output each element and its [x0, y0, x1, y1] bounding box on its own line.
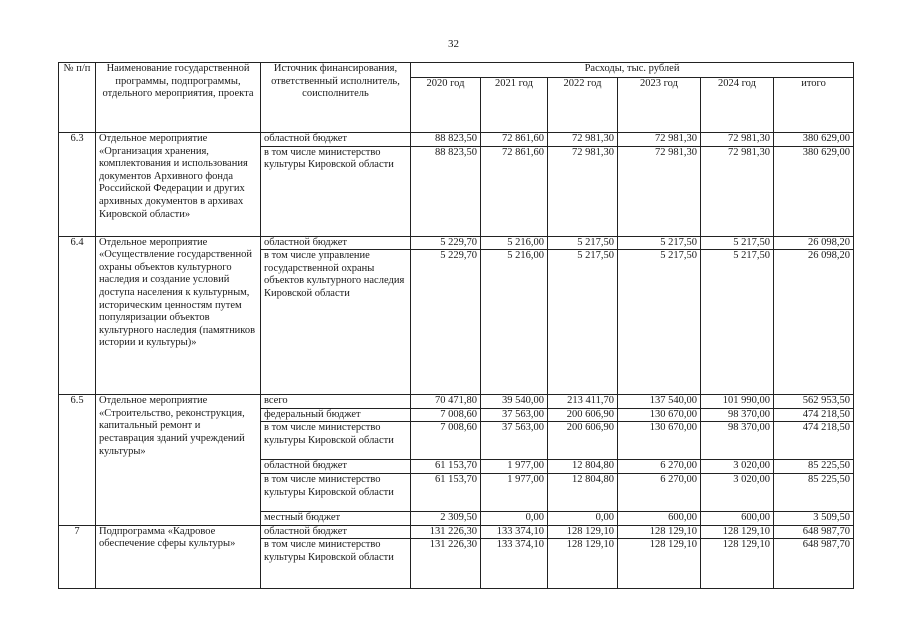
year-value: 72 981,30 [548, 146, 618, 236]
year-value: 200 606,90 [548, 408, 618, 422]
header-total: итого [774, 78, 854, 133]
total-value: 3 509,50 [774, 511, 854, 525]
year-value: 128 129,10 [548, 525, 618, 539]
year-value: 98 370,00 [701, 408, 774, 422]
funding-source: областной бюджет [261, 133, 411, 147]
funding-source: всего [261, 395, 411, 409]
year-value: 37 563,00 [481, 422, 548, 460]
year-value: 128 129,10 [701, 539, 774, 589]
year-value: 88 823,50 [411, 146, 481, 236]
year-value: 72 981,30 [548, 133, 618, 147]
year-value: 6 270,00 [618, 460, 701, 474]
total-value: 474 218,50 [774, 408, 854, 422]
year-value: 72 981,30 [618, 146, 701, 236]
year-value: 5 217,50 [618, 236, 701, 250]
year-value: 101 990,00 [701, 395, 774, 409]
year-value: 5 217,50 [548, 250, 618, 395]
row-title: Отдельное мероприятие «Организация хранения, комплектования и использования документов Архивного фонда Российской Федерации и других архивных документов в архивах Кировской области» [96, 133, 261, 237]
year-value: 6 270,00 [618, 473, 701, 511]
funding-source: в том числе министерство культуры Кировской области [261, 422, 411, 460]
year-value: 7 008,60 [411, 408, 481, 422]
year-value: 137 540,00 [618, 395, 701, 409]
year-value: 72 981,30 [701, 133, 774, 147]
year-value: 128 129,10 [618, 539, 701, 589]
funding-source: местный бюджет [261, 511, 411, 525]
header-source: Источник финансирования, ответственный исполнитель, соисполнитель [261, 63, 411, 133]
total-value: 26 098,20 [774, 236, 854, 250]
year-value: 7 008,60 [411, 422, 481, 460]
header-expenses: Расходы, тыс. рублей [411, 63, 854, 78]
header-number: № п/п [59, 63, 96, 133]
year-value: 2 309,50 [411, 511, 481, 525]
year-value: 131 226,30 [411, 525, 481, 539]
budget-table [58, 62, 854, 589]
year-value: 213 411,70 [548, 395, 618, 409]
year-value: 72 981,30 [701, 146, 774, 236]
total-value: 85 225,50 [774, 473, 854, 511]
year-value: 37 563,00 [481, 408, 548, 422]
year-value: 5 217,50 [701, 250, 774, 395]
total-value: 380 629,00 [774, 146, 854, 236]
table-row [59, 395, 854, 409]
total-value: 648 987,70 [774, 525, 854, 539]
row-title: Подпрограмма «Кадровое обеспечение сферы культуры» [96, 525, 261, 589]
year-value: 88 823,50 [411, 133, 481, 147]
year-value: 600,00 [701, 511, 774, 525]
total-value: 648 987,70 [774, 539, 854, 589]
header-year-2023: 2023 год [618, 78, 701, 133]
row-number: 6.3 [59, 133, 96, 237]
header-year-2020: 2020 год [411, 78, 481, 133]
page-number: 32 [448, 38, 459, 50]
year-value: 0,00 [548, 511, 618, 525]
row-number: 7 [59, 525, 96, 589]
year-value: 5 229,70 [411, 250, 481, 395]
year-value: 133 374,10 [481, 539, 548, 589]
year-value: 130 670,00 [618, 422, 701, 460]
table-row [59, 525, 854, 539]
total-value: 380 629,00 [774, 133, 854, 147]
year-value: 12 804,80 [548, 473, 618, 511]
year-value: 72 981,30 [618, 133, 701, 147]
year-value: 5 229,70 [411, 236, 481, 250]
year-value: 72 861,60 [481, 146, 548, 236]
funding-source: в том числе министерство культуры Кировской области [261, 146, 411, 236]
total-value: 26 098,20 [774, 250, 854, 395]
header-year-2024: 2024 год [701, 78, 774, 133]
year-value: 133 374,10 [481, 525, 548, 539]
year-value: 130 670,00 [618, 408, 701, 422]
funding-source: областной бюджет [261, 236, 411, 250]
year-value: 98 370,00 [701, 422, 774, 460]
row-title: Отдельное мероприятие «Строительство, реконструкция, капитальный ремонт и реставрация зданий учреждений культуры» [96, 395, 261, 525]
year-value: 70 471,80 [411, 395, 481, 409]
row-title: Отдельное мероприятие «Осуществление государственной охраны объектов культурного наследия и создание условий доступа населения к культурным, историческим ценностям путем популяризации объектов культурного наследия (памятников истории и культуры)» [96, 236, 261, 395]
year-value: 1 977,00 [481, 473, 548, 511]
year-value: 0,00 [481, 511, 548, 525]
year-value: 12 804,80 [548, 460, 618, 474]
funding-source: в том числе министерство культуры Кировской области [261, 539, 411, 589]
year-value: 128 129,10 [701, 525, 774, 539]
funding-source: федеральный бюджет [261, 408, 411, 422]
year-value: 1 977,00 [481, 460, 548, 474]
header-name: Наименование государственной программы, подпрограммы, отдельного мероприятия, проекта [96, 63, 261, 133]
header-year-2021: 2021 год [481, 78, 548, 133]
year-value: 128 129,10 [618, 525, 701, 539]
year-value: 5 216,00 [481, 250, 548, 395]
total-value: 562 953,50 [774, 395, 854, 409]
year-value: 61 153,70 [411, 473, 481, 511]
year-value: 200 606,90 [548, 422, 618, 460]
table-header [59, 63, 854, 133]
year-value: 5 217,50 [548, 236, 618, 250]
year-value: 72 861,60 [481, 133, 548, 147]
year-value: 3 020,00 [701, 460, 774, 474]
total-value: 85 225,50 [774, 460, 854, 474]
funding-source: областной бюджет [261, 525, 411, 539]
funding-source: в том числе управление государственной охраны объектов культурного наследия Кировской области [261, 250, 411, 395]
year-value: 600,00 [618, 511, 701, 525]
year-value: 3 020,00 [701, 473, 774, 511]
year-value: 5 217,50 [701, 236, 774, 250]
year-value: 5 216,00 [481, 236, 548, 250]
table-body [59, 133, 854, 589]
year-value: 128 129,10 [548, 539, 618, 589]
header-year-2022: 2022 год [548, 78, 618, 133]
funding-source: в том числе министерство культуры Кировской области [261, 473, 411, 511]
year-value: 131 226,30 [411, 539, 481, 589]
row-number: 6.4 [59, 236, 96, 395]
funding-source: областной бюджет [261, 460, 411, 474]
year-value: 5 217,50 [618, 250, 701, 395]
row-number: 6.5 [59, 395, 96, 525]
table-row [59, 236, 854, 250]
total-value: 474 218,50 [774, 422, 854, 460]
year-value: 39 540,00 [481, 395, 548, 409]
year-value: 61 153,70 [411, 460, 481, 474]
table-row [59, 133, 854, 147]
